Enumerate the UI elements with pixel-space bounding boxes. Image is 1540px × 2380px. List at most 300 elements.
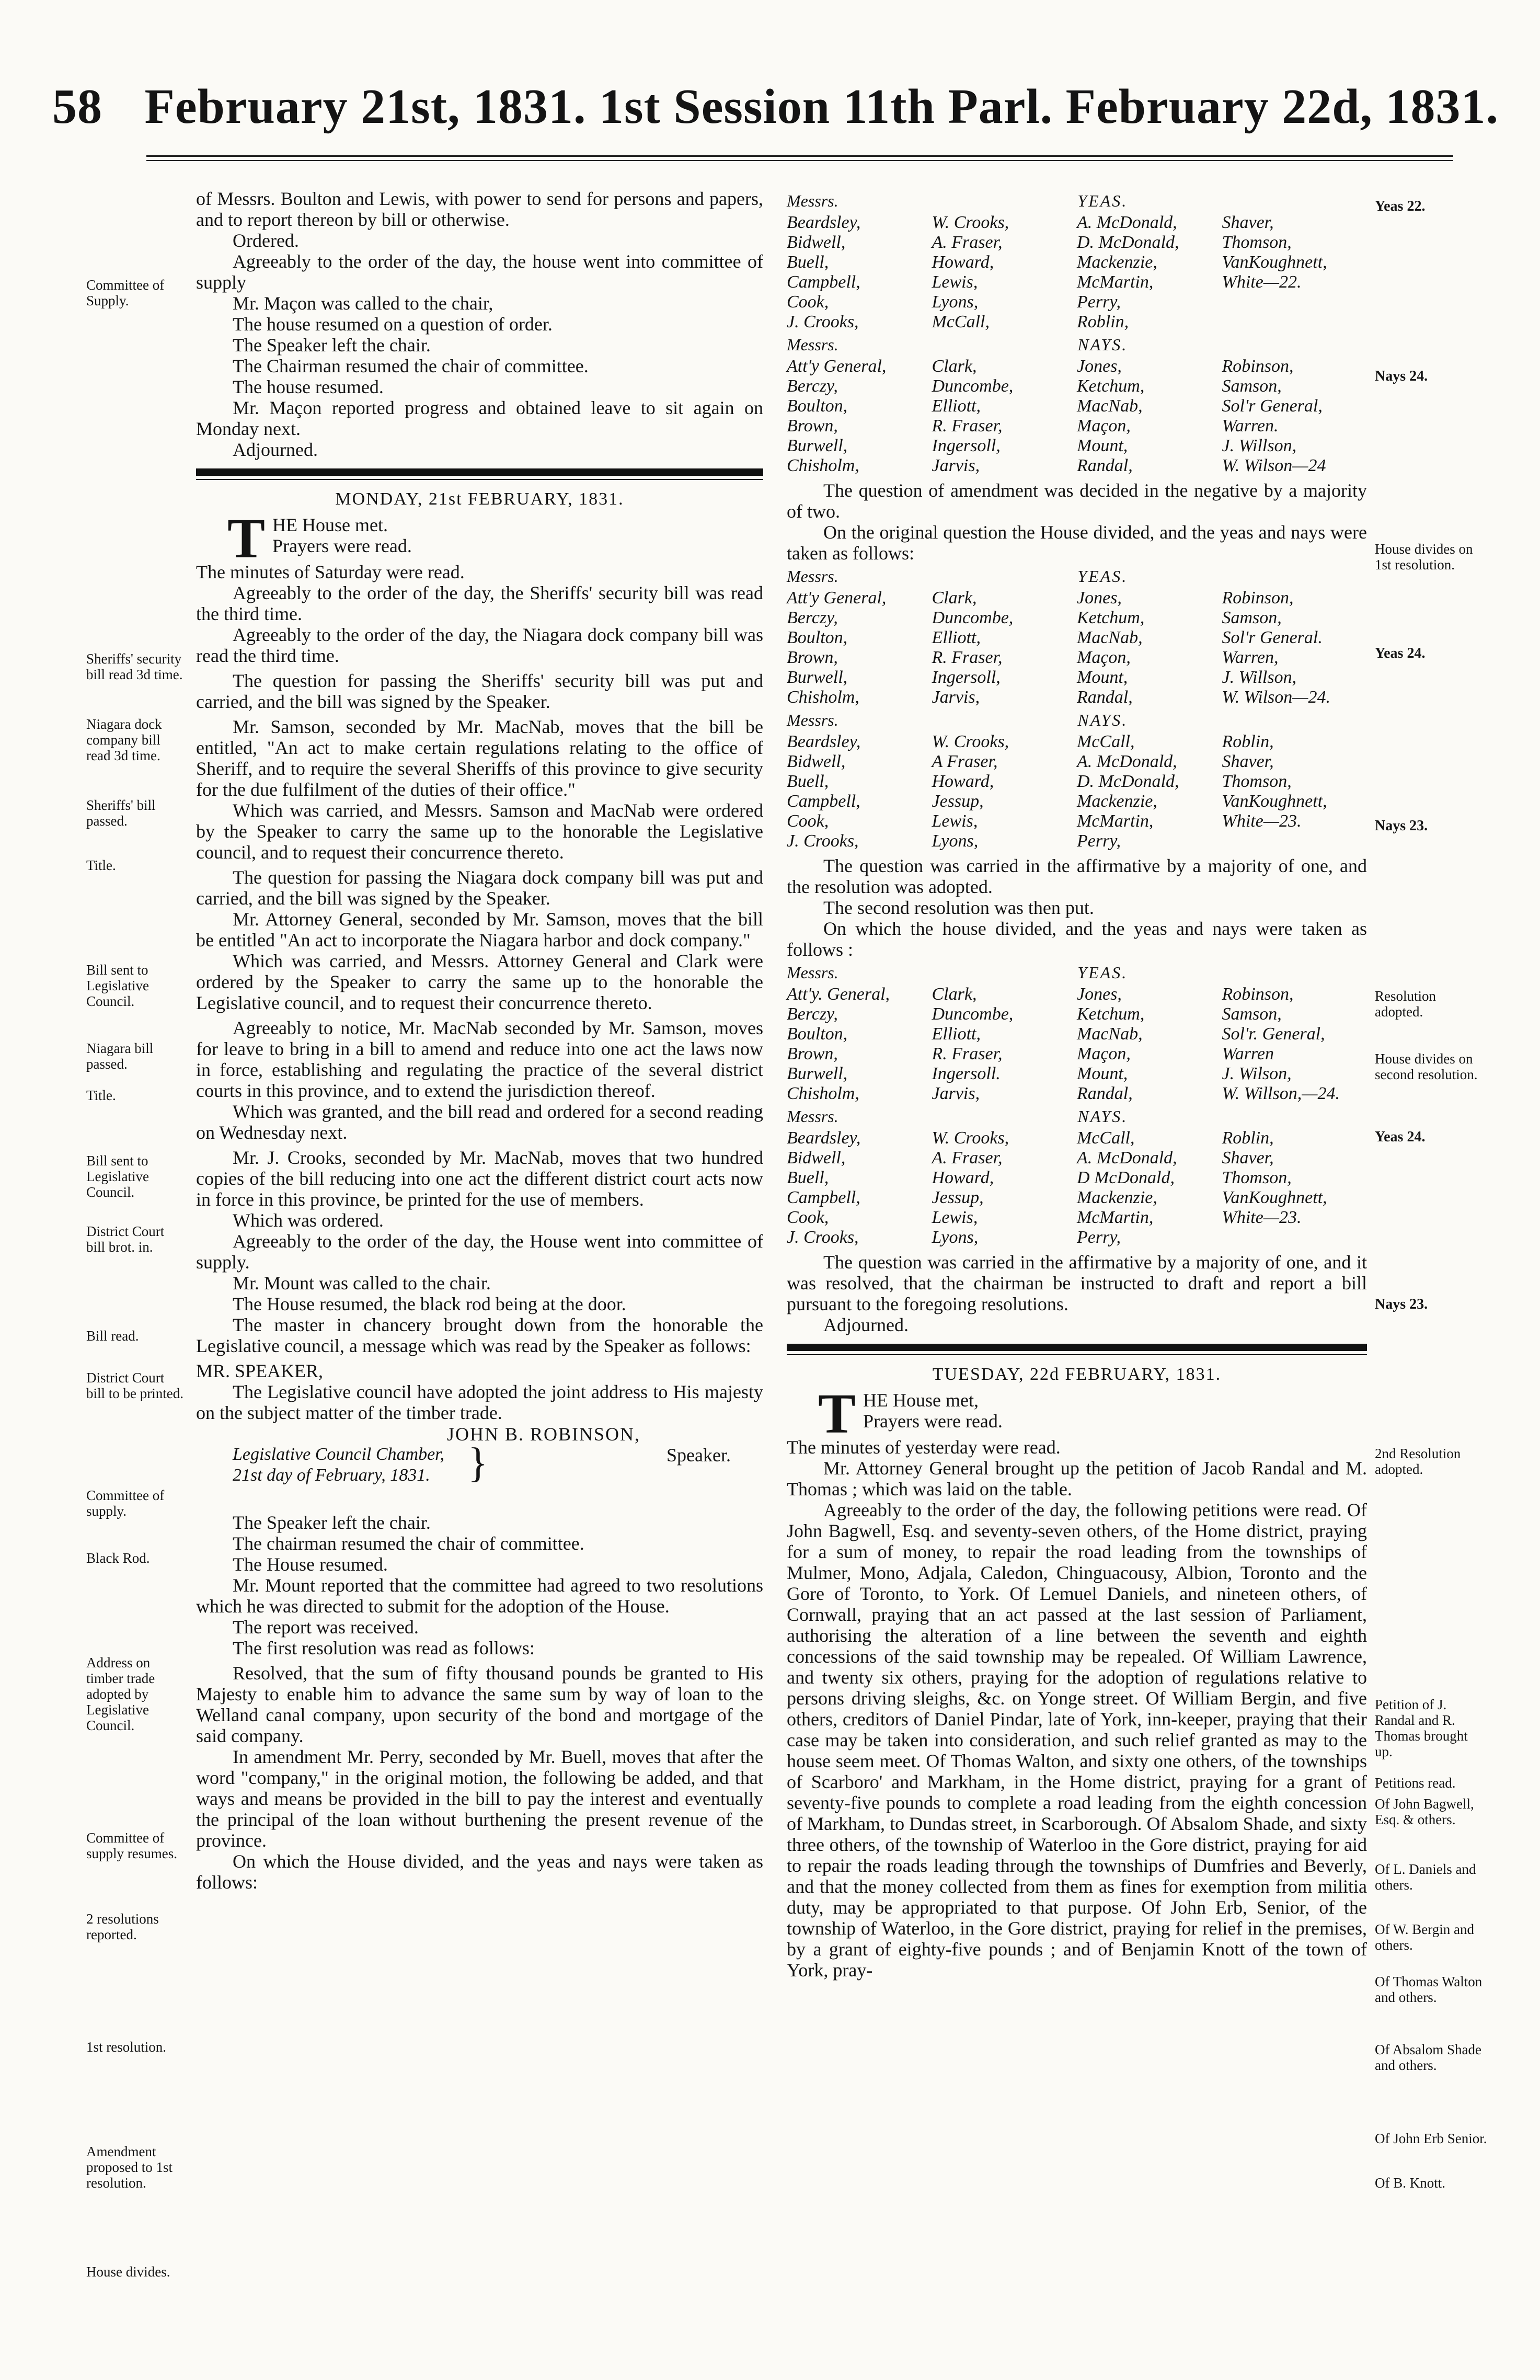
- member-name: Boulton,: [787, 396, 848, 416]
- paragraph: The House resumed, the black rod being at the door.: [233, 1294, 626, 1314]
- member-name: Ingersoll,: [932, 436, 1001, 455]
- member-name: Shaver,: [1222, 752, 1274, 771]
- member-name: Cook,: [787, 292, 829, 312]
- member-name: Cook,: [787, 1208, 829, 1227]
- member-name: Burwell,: [787, 436, 848, 455]
- member-name: Shaver,: [1222, 213, 1274, 232]
- member-name: Maçon,: [1077, 416, 1131, 436]
- member-name: MacNab,: [1077, 1024, 1143, 1044]
- paragraph: The minutes of Saturday were read.: [196, 562, 465, 582]
- signatory-name: JOHN B. ROBINSON,: [447, 1424, 641, 1445]
- member-name: White—23.: [1222, 1208, 1302, 1227]
- section-rule: [196, 468, 763, 476]
- margin-note: District Court bill to be printed.: [86, 1370, 183, 1401]
- paragraph: The House resumed.: [233, 1554, 388, 1575]
- member-name: Bidwell,: [787, 1148, 846, 1168]
- vote-count: Nays 23.: [1375, 818, 1428, 834]
- member-name: Att'y General,: [787, 357, 887, 376]
- signature-block: [196, 1423, 763, 1512]
- paragraph: Agreeably to notice, Mr. MacNab seconded by Mr. Samson, moves for leave to bring in a bill to amend and reduce into one act the laws now in force, establishing and regulating the practice of the several district courts in this province, and to extend the jurisdiction thereof.: [196, 1017, 763, 1101]
- margin-note: Petitions read.: [1375, 1775, 1456, 1791]
- member-name: Warren: [1222, 1044, 1274, 1063]
- paragraph: of Messrs. Boulton and Lewis, with power to send for persons and papers, and to report thereon by bill or otherwise.: [196, 188, 763, 230]
- member-name: MacNab,: [1077, 628, 1143, 647]
- left-column: [196, 188, 763, 1893]
- paragraph: Ordered.: [233, 230, 299, 251]
- header-right-date: February 22d, 1831.: [1065, 79, 1499, 134]
- member-name: Mount,: [1077, 1064, 1128, 1083]
- member-name: Ketchum,: [1077, 1004, 1145, 1024]
- paragraph: HE House met.: [272, 514, 388, 535]
- member-name: Lyons,: [932, 831, 979, 851]
- paragraph: Mr. Mount reported that the committee had agreed to two resolutions which he was directed to submit for the adoption of the House.: [196, 1575, 763, 1617]
- vote-row: [787, 272, 1367, 292]
- paragraph: Agreeably to the order of the day, the House went into committee of supply.: [196, 1231, 763, 1273]
- member-name: Randal,: [1077, 1084, 1133, 1103]
- vote-row: [787, 1064, 1367, 1084]
- paragraph: On the original question the House divided, and the yeas and nays were taken as follows:: [787, 522, 1367, 564]
- paragraph: The second resolution was then put.: [823, 897, 1094, 918]
- margin-note: Of Absalom Shade and others.: [1375, 2042, 1481, 2073]
- member-name: W. Willson,—24.: [1222, 1084, 1340, 1103]
- margin-note: Petition of J. Randal and R. Thomas brought up.: [1375, 1697, 1468, 1759]
- member-name: McCall,: [1077, 1128, 1135, 1148]
- vote-count: Yeas 22.: [1375, 198, 1426, 214]
- right-column: [787, 188, 1367, 1981]
- paragraph: The house resumed on a question of order.: [233, 314, 553, 335]
- section-date: MONDAY, 21st FEBRUARY, 1831.: [335, 489, 624, 509]
- member-name: Cook,: [787, 811, 829, 831]
- vote-row: [787, 1024, 1367, 1044]
- member-name: Mount,: [1077, 668, 1128, 687]
- paragraph: HE House met,: [863, 1390, 979, 1411]
- member-name: Beardsley,: [787, 213, 861, 232]
- member-name: Sol'r General.: [1222, 628, 1323, 647]
- member-name: Sol'r. General,: [1222, 1024, 1325, 1044]
- member-name: VanKoughnett,: [1222, 253, 1327, 272]
- vote-table: [787, 985, 1367, 1104]
- messrs-label: Messrs.: [787, 191, 838, 210]
- member-name: Mackenzie,: [1077, 253, 1157, 272]
- member-name: Warren.: [1222, 416, 1279, 436]
- paragraph: Resolved, that the sum of fifty thousand pounds be granted to His Majesty to enable him to advance the same sum by way of loan to the Welland canal company, upon security of the bond and mortgage of the said company.: [196, 1663, 763, 1746]
- paragraph: On which the house divided, and the yeas and nays were taken as follows :: [787, 918, 1367, 960]
- member-name: J. Crooks,: [787, 831, 859, 851]
- member-name: Mackenzie,: [1077, 1188, 1157, 1207]
- member-name: VanKoughnett,: [1222, 1188, 1327, 1207]
- member-name: Chisholm,: [787, 688, 859, 707]
- member-name: Perry,: [1077, 1228, 1121, 1247]
- member-name: W. Wilson—24: [1222, 456, 1326, 475]
- vote-count: Yeas 24.: [1375, 645, 1426, 661]
- member-name: Jones,: [1077, 985, 1122, 1004]
- paragraph: Mr. Attorney General brought up the petition of Jacob Randal and M. Thomas ; which was laid on the table.: [787, 1458, 1367, 1500]
- paragraph: Agreeably to the order of the day, the following petitions were read. Of John Bagwell, Esq. and seventy-seven others, of the Home district, praying for a sum of money, to repair the road leading from the townships of Mulmer, Mono, Adjala, Caledon, Chinguacousy, Albion, Toronto and the Gore of Toronto, to York. Of Lemuel Daniels, and nineteen others, of Cornwall, praying that an act passed at the last session of Parliament, authorising the alteration of a line between the seventh and eighth concessions of the said township may be repealed. Of William Lawrence, and twenty six others, praying for the adoption of regulations relative to persons driving sleighs, &c. on Yonge street. Of William Bergin, and five others, creditors of Daniel Pindar, late of York, inn-keeper, praying that their case may be taken into consideration, and such relief granted as may to the house seem meet. Of Thomas Walton, and sixty one others, of the townships of Scarboro' and Markham, in the Home district, praying for a grant of seventy-five pounds to complete a road leading from the eighth concession of Markham, to Dundas street, in Scarborough. Of Absalom Shade, and sixty three others, of the township of Waterloo in the Gore district, praying for aid to repair the roads leading through the townships of Dumfries and Beverly, and that the money collected from them as fines for exemption from militia duty, may be appropriated to that purpose. Of John Erb, Senior, of the township of Waterloo, in the Gore district, praying for relief in the premises, by a grant of eighty-five pounds ; and of Benjamin Knott of the town of York, pray-: [787, 1500, 1367, 1981]
- vote-heading: [787, 711, 1367, 730]
- member-name: A Fraser,: [932, 752, 998, 771]
- member-name: Lyons,: [932, 292, 979, 312]
- member-name: Brown,: [787, 648, 838, 667]
- paragraph: Adjourned.: [233, 439, 318, 460]
- vote-row: [787, 253, 1367, 272]
- nays-label: NAYS.: [1077, 1107, 1128, 1126]
- vote-row: [787, 1168, 1367, 1188]
- signatory-title: Speaker.: [666, 1445, 731, 1466]
- member-name: Robinson,: [1222, 985, 1294, 1004]
- member-name: Mackenzie,: [1077, 792, 1157, 811]
- vote-row: [787, 811, 1367, 831]
- margin-note: Of Thomas Walton and others.: [1375, 1974, 1482, 2005]
- margin-note: 1st resolution.: [86, 2039, 166, 2055]
- member-name: McMartin,: [1077, 811, 1154, 831]
- paragraph: The Legislative council have adopted the joint address to His majesty on the subject matter of the timber trade.: [196, 1381, 763, 1423]
- paragraph: Prayers were read.: [272, 535, 412, 556]
- margin-note: District Court bill brot. in.: [86, 1223, 165, 1255]
- paragraph: The question was carried in the affirmative by a majority of one, and the resolution was adopted.: [787, 855, 1367, 897]
- header-rule: [146, 155, 1453, 157]
- member-name: J. Crooks,: [787, 312, 859, 331]
- vote-row: [787, 588, 1367, 608]
- signature-date-line: 21st day of February, 1831.: [233, 1466, 430, 1485]
- member-name: Lewis,: [932, 811, 978, 831]
- member-name: D. McDonald,: [1077, 233, 1179, 252]
- member-name: Jones,: [1077, 357, 1122, 376]
- member-name: VanKoughnett,: [1222, 792, 1327, 811]
- vote-row: [787, 752, 1367, 772]
- page-header: [52, 78, 1499, 135]
- paragraph: The minutes of yesterday were read.: [787, 1437, 1061, 1458]
- member-name: Jarvis,: [932, 456, 980, 475]
- paragraph: Agreeably to the order of the day, the Sheriffs' security bill was read the third time.: [196, 582, 763, 624]
- vote-row: [787, 456, 1367, 476]
- vote-row: [787, 1188, 1367, 1208]
- vote-row: [787, 608, 1367, 628]
- member-name: Berczy,: [787, 376, 838, 396]
- vote-row: [787, 233, 1367, 253]
- margin-note: House divides on 1st resolution.: [1375, 541, 1473, 573]
- member-name: Lewis,: [932, 1208, 978, 1227]
- drop-cap: T: [818, 1383, 856, 1445]
- vote-row: [787, 1004, 1367, 1024]
- member-name: Howard,: [932, 772, 994, 791]
- margin-note: Of John Erb Senior.: [1375, 2131, 1487, 2146]
- member-name: Randal,: [1077, 456, 1133, 475]
- messrs-label: Messrs.: [787, 1107, 838, 1126]
- member-name: R. Fraser,: [932, 648, 1003, 667]
- member-name: W. Wilson—24.: [1222, 688, 1331, 707]
- member-name: Samson,: [1222, 608, 1282, 627]
- member-name: Jones,: [1077, 588, 1122, 608]
- member-name: Beardsley,: [787, 732, 861, 751]
- margin-note: Bill sent to Legislative Council.: [86, 962, 149, 1009]
- member-name: J. Willson,: [1222, 436, 1297, 455]
- section-rule-thin: [787, 1354, 1367, 1355]
- member-name: Buell,: [787, 253, 829, 272]
- member-name: Thomson,: [1222, 772, 1292, 791]
- vote-row: [787, 396, 1367, 416]
- member-name: A. McDonald,: [1077, 1148, 1177, 1168]
- member-name: R. Fraser,: [932, 1044, 1003, 1063]
- member-name: Boulton,: [787, 1024, 848, 1044]
- vote-row: [787, 1128, 1367, 1148]
- paragraph: In amendment Mr. Perry, seconded by Mr. Buell, moves that after the word "company," in the original motion, the following be added, and that ways and means be provided in the bill to pay the interest and eventually the principal of the loan without burthening the present revenue of the province.: [196, 1746, 763, 1851]
- member-name: Lewis,: [932, 272, 978, 292]
- paragraph: Which was ordered.: [233, 1210, 384, 1231]
- member-name: McCall,: [932, 312, 990, 331]
- member-name: Duncombe,: [932, 1004, 1014, 1024]
- member-name: White—22.: [1222, 272, 1302, 292]
- member-name: D. McDonald,: [1077, 772, 1179, 791]
- vote-row: [787, 985, 1367, 1004]
- member-name: Chisholm,: [787, 1084, 859, 1103]
- vote-heading: [787, 335, 1367, 354]
- member-name: Robinson,: [1222, 357, 1294, 376]
- section-rule: [787, 1344, 1367, 1351]
- margin-note: House divides on second resolution.: [1375, 1051, 1478, 1082]
- yeas-label: YEAS.: [1077, 567, 1128, 586]
- margin-note: House divides.: [86, 2264, 170, 2280]
- vote-row: [787, 1044, 1367, 1064]
- member-name: Beardsley,: [787, 1128, 861, 1148]
- vote-row: [787, 648, 1367, 668]
- margin-note: Committee of supply resumes.: [86, 1830, 177, 1861]
- paragraph: Which was carried, and Messrs. Attorney General and Clark were ordered by the Speaker to carry the same up to the honorable the Legislative council, and to request their concurrence thereto.: [196, 951, 763, 1013]
- member-name: Att'y General,: [787, 588, 887, 608]
- paragraph: The house resumed.: [233, 376, 384, 397]
- margin-note: Committee of supply.: [86, 1487, 165, 1519]
- messrs-label: Messrs.: [787, 963, 838, 982]
- vote-row: [787, 1208, 1367, 1228]
- member-name: Chisholm,: [787, 456, 859, 475]
- vote-heading: [787, 963, 1367, 982]
- member-name: Jessup,: [932, 792, 984, 811]
- paragraph: On which the House divided, and the yeas and nays were taken as follows:: [196, 1851, 763, 1893]
- member-name: J. Crooks,: [787, 1228, 859, 1247]
- vote-row: [787, 312, 1367, 332]
- member-name: Maçon,: [1077, 648, 1131, 667]
- member-name: A. McDonald,: [1077, 213, 1177, 232]
- member-name: White—23.: [1222, 811, 1302, 831]
- margin-note: Of W. Bergin and others.: [1375, 1921, 1474, 1953]
- nays-label: NAYS.: [1077, 335, 1128, 354]
- member-name: Samson,: [1222, 376, 1282, 396]
- member-name: Campbell,: [787, 272, 860, 292]
- member-name: MacNab,: [1077, 396, 1143, 416]
- vote-row: [787, 213, 1367, 233]
- paragraph: Mr. Mount was called to the chair.: [233, 1273, 491, 1294]
- member-name: Clark,: [932, 588, 977, 608]
- member-name: A. Fraser,: [932, 233, 1003, 252]
- messrs-label: Messrs.: [787, 567, 838, 586]
- section-rule-thin: [196, 479, 763, 480]
- margin-note: Title.: [86, 1088, 116, 1103]
- vote-row: [787, 668, 1367, 688]
- margin-note: Niagara dock company bill read 3d time.: [86, 716, 162, 763]
- margin-note: Of B. Knott.: [1375, 2175, 1445, 2191]
- vote-table: [787, 732, 1367, 851]
- member-name: Ingersoll,: [932, 668, 1001, 687]
- member-name: Howard,: [932, 253, 994, 272]
- vote-heading: [787, 191, 1367, 211]
- brace-glyph: }: [468, 1440, 488, 1486]
- member-name: Roblin,: [1222, 1128, 1274, 1148]
- vote-count: Nays 23.: [1375, 1296, 1428, 1312]
- member-name: Campbell,: [787, 1188, 860, 1207]
- member-name: W. Crooks,: [932, 732, 1009, 751]
- vote-row: [787, 376, 1367, 396]
- margin-note: Of L. Daniels and others.: [1375, 1861, 1476, 1893]
- member-name: Maçon,: [1077, 1044, 1131, 1063]
- member-name: [1222, 312, 1367, 332]
- paragraph: Which was granted, and the bill read and ordered for a second reading on Wednesday next.: [196, 1101, 763, 1143]
- member-name: Clark,: [932, 357, 977, 376]
- margin-note: Address on timber trade adopted by Legislative Council.: [86, 1655, 155, 1733]
- vote-row: [787, 628, 1367, 648]
- member-name: R. Fraser,: [932, 416, 1003, 436]
- paragraph: Mr. J. Crooks, seconded by Mr. MacNab, moves that two hundred copies of the bill reducing into one act the different district court acts now in force in this province, be printed for the use of members.: [196, 1147, 763, 1210]
- member-name: Clark,: [932, 985, 977, 1004]
- margin-note: Black Rod.: [86, 1550, 150, 1566]
- nays-label: NAYS.: [1077, 711, 1128, 729]
- member-name: Duncombe,: [932, 376, 1014, 396]
- member-name: Berczy,: [787, 1004, 838, 1024]
- section-date: TUESDAY, 22d FEBRUARY, 1831.: [932, 1365, 1222, 1384]
- vote-heading: [787, 1107, 1367, 1126]
- vote-row: [787, 292, 1367, 312]
- member-name: Sol'r General,: [1222, 396, 1323, 416]
- vote-row: [787, 1084, 1367, 1104]
- paragraph: Mr. Maçon reported progress and obtained leave to sit again on Monday next.: [196, 397, 763, 439]
- margin-note: 2 resolutions reported.: [86, 1911, 159, 1942]
- member-name: J. Wilson,: [1222, 1064, 1292, 1083]
- member-name: Jarvis,: [932, 688, 980, 707]
- member-name: Samson,: [1222, 1004, 1282, 1024]
- paragraph: The Speaker left the chair.: [233, 335, 431, 356]
- member-name: Roblin,: [1077, 312, 1129, 331]
- member-name: W. Crooks,: [932, 1128, 1009, 1148]
- paragraph: The Chairman resumed the chair of committee.: [233, 356, 589, 376]
- member-name: Shaver,: [1222, 1148, 1274, 1168]
- member-name: Perry,: [1077, 292, 1121, 312]
- member-name: Howard,: [932, 1168, 994, 1187]
- header-rule-thin: [146, 160, 1453, 161]
- vote-row: [787, 732, 1367, 752]
- member-name: Robinson,: [1222, 588, 1294, 608]
- margin-note: Amendment proposed to 1st resolution.: [86, 2144, 173, 2191]
- yeas-label: YEAS.: [1077, 963, 1128, 982]
- margin-note: Sheriffs' bill passed.: [86, 797, 156, 829]
- vote-table: [787, 1128, 1367, 1248]
- member-name: Thomson,: [1222, 233, 1292, 252]
- member-name: Randal,: [1077, 688, 1133, 707]
- member-name: Warren,: [1222, 648, 1279, 667]
- vote-row: [787, 792, 1367, 811]
- signature-place-line: Legislative Council Chamber,: [233, 1445, 445, 1464]
- vote-row: [787, 772, 1367, 792]
- vote-table: [787, 357, 1367, 476]
- margin-note: Bill sent to Legislative Council.: [86, 1153, 149, 1200]
- paragraph: Agreeably to the order of the day, the Niagara dock company bill was read the third time.: [196, 624, 763, 666]
- paragraph: The question of amendment was decided in the negative by a majority of two.: [787, 480, 1367, 522]
- member-name: J. Willson,: [1222, 668, 1297, 687]
- margin-note: Committee of Supply.: [86, 277, 165, 308]
- page-number: 58: [52, 79, 102, 134]
- member-name: Ingersoll.: [932, 1064, 1001, 1083]
- member-name: Buell,: [787, 1168, 829, 1187]
- member-name: Elliott,: [932, 628, 981, 647]
- margin-note: Bill read.: [86, 1328, 139, 1344]
- paragraph: The report was received.: [233, 1617, 419, 1638]
- paragraph: Which was carried, and Messrs. Samson and MacNab were ordered by the Speaker to carry the same up to the honorable the Legislative council, and to request their concurrence thereto.: [196, 800, 763, 863]
- member-name: A. Fraser,: [932, 1148, 1003, 1168]
- member-name: Duncombe,: [932, 608, 1014, 627]
- paragraph: Prayers were read.: [863, 1411, 1003, 1432]
- margin-note: Resolution adopted.: [1375, 988, 1436, 1020]
- paragraph: Mr. Samson, seconded by Mr. MacNab, moves that the bill be entitled, "An act to make certain regulations relating to the office of Sheriff, and to require the several Sheriffs of this province to give security for the due fulfilment of the duties of their office.": [196, 716, 763, 800]
- member-name: Burwell,: [787, 1064, 848, 1083]
- margin-note: 2nd Resolution adopted.: [1375, 1446, 1461, 1477]
- member-name: [1222, 1228, 1367, 1248]
- vote-row: [787, 416, 1367, 436]
- vote-table: [787, 213, 1367, 332]
- paragraph: Mr. Maçon was called to the chair,: [233, 293, 493, 314]
- messrs-label: Messrs.: [787, 335, 838, 354]
- vote-heading: [787, 567, 1367, 586]
- member-name: Mount,: [1077, 436, 1128, 455]
- member-name: Ketchum,: [1077, 608, 1145, 627]
- header-session: 1st Session 11th Parl.: [599, 79, 1053, 134]
- member-name: Att'y. General,: [787, 985, 890, 1004]
- vote-row: [787, 1228, 1367, 1248]
- paragraph: Agreeably to the order of the day, the house went into committee of supply: [196, 251, 763, 293]
- member-name: W. Crooks,: [932, 213, 1009, 232]
- member-name: Berczy,: [787, 608, 838, 627]
- vote-row: [787, 436, 1367, 456]
- member-name: [1222, 292, 1367, 312]
- vote-row: [787, 688, 1367, 707]
- drop-cap: T: [227, 508, 266, 570]
- member-name: A. McDonald,: [1077, 752, 1177, 771]
- vote-table: [787, 588, 1367, 707]
- member-name: Campbell,: [787, 792, 860, 811]
- member-name: McCall,: [1077, 732, 1135, 751]
- member-name: Burwell,: [787, 668, 848, 687]
- member-name: Roblin,: [1222, 732, 1274, 751]
- messrs-label: Messrs.: [787, 711, 838, 729]
- yeas-label: YEAS.: [1077, 191, 1128, 210]
- member-name: McMartin,: [1077, 272, 1154, 292]
- paragraph: Mr. Attorney General, seconded by Mr. Samson, moves that the bill be entitled "An act to incorporate the Niagara harbor and dock company.": [196, 909, 763, 951]
- member-name: Elliott,: [932, 396, 981, 416]
- vote-row: [787, 1148, 1367, 1168]
- paragraph: The question was carried in the affirmative by a majority of one, and it was resolved, that the chairman be instructed to draft and report a bill pursuant to the foregoing resolutions.: [787, 1252, 1367, 1314]
- header-left-date: February 21st, 1831.: [144, 79, 587, 134]
- vote-row: [787, 831, 1367, 851]
- paragraph: The chairman resumed the chair of committee.: [233, 1533, 584, 1554]
- member-name: Lyons,: [932, 1228, 979, 1247]
- vote-count: Nays 24.: [1375, 368, 1428, 384]
- paragraph: The question for passing the Niagara dock company bill was put and carried, and the bill was signed by the Speaker.: [196, 867, 763, 909]
- margin-note: Of John Bagwell, Esq. & others.: [1375, 1796, 1474, 1827]
- margin-note: Niagara bill passed.: [86, 1040, 154, 1072]
- member-name: Boulton,: [787, 628, 848, 647]
- member-name: [1222, 831, 1367, 851]
- paragraph: Adjourned.: [823, 1314, 909, 1335]
- member-name: Ketchum,: [1077, 376, 1145, 396]
- paragraph: The question for passing the Sheriffs' security bill was put and carried, and the bill was signed by the Speaker.: [196, 670, 763, 712]
- paragraph: The Speaker left the chair.: [233, 1512, 431, 1533]
- signature-place: [233, 1444, 444, 1486]
